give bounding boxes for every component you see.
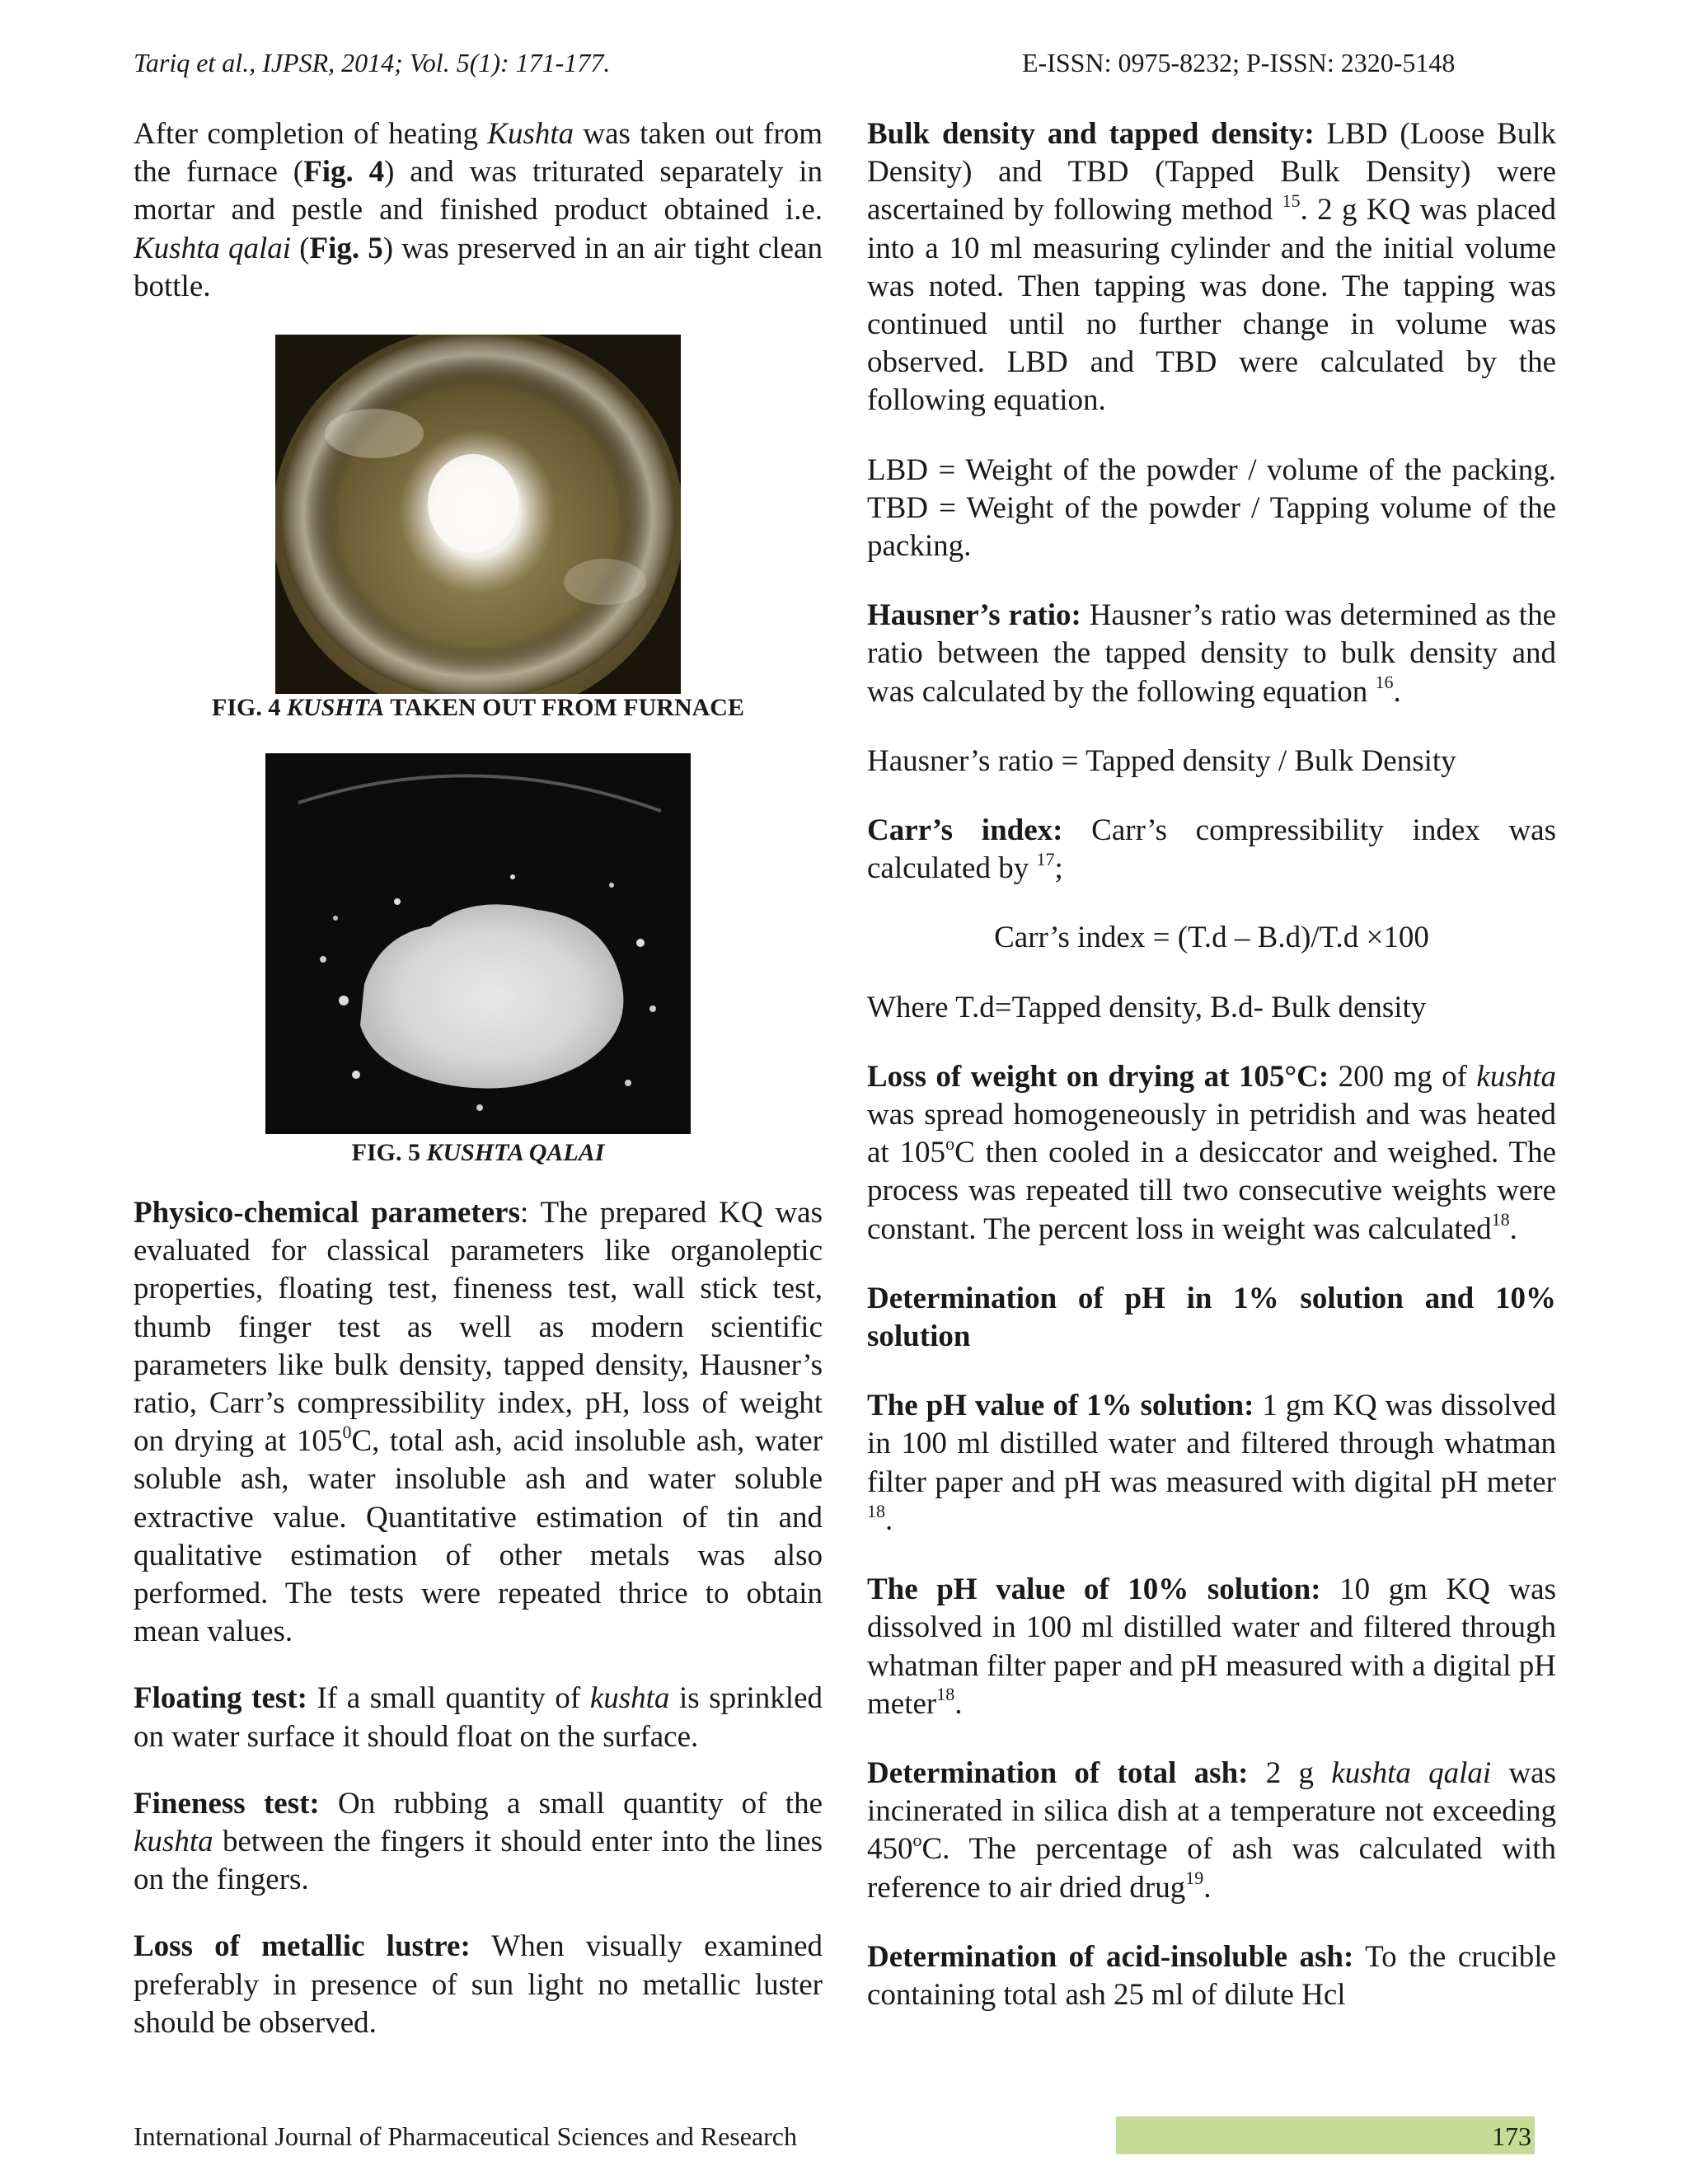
carr-equation: Carr’s index = (T.d – B.d)/T.d ×100	[994, 921, 1429, 955]
fineness-test-paragraph: Fineness test: On rubbing a small quantity of the kushta between the fingers it should enter into the lines on the fingers.	[134, 1786, 823, 1897]
right-column	[867, 115, 1556, 2014]
fig5-photo	[265, 753, 691, 1134]
left-column	[134, 115, 823, 306]
ph-1-percent-paragraph: The pH value of 1% solution: 1 gm KQ was dissolved in 100 ml distilled water and filtered through whatman filter paper and pH was measured with digital pH meter $^{18}$.	[867, 1389, 1556, 1537]
physico-paragraph: Physico-chemical parameters: The prepared KQ was evaluated for classical parameters like organoleptic properties, floating test, fineness test, wall stick test, thumb finger test as well as modern scientific parameters like bulk density, tapped density, Hausner’s ratio, Carr’s compressibility index, pH, loss of weight on drying at $105^0C$, total ash, acid insoluble ash, water soluble ash, water insoluble ash and water soluble extractive value. Quantitative estimation of tin and qualitative estimation of other metals was also performed. The tests were repeated thrice to obtain mean values.	[134, 1196, 823, 1649]
total-ash-paragraph: Determination of total ash: 2 g kushta qalai was incinerated in silica dish at a temperature not exceeding 450$^o$C. The percentage of ash was calculated with reference to air dried drug$^{19}$.	[867, 1755, 1556, 1905]
page-number: 173	[1492, 2121, 1531, 2151]
fig5-caption: FIG. 5 KUSHTA QALAI	[351, 1139, 605, 1166]
fig4-photo	[275, 335, 681, 694]
floating-test-paragraph: Floating test: If a small quantity of kushta is sprinkled on water surface it should float on the surface.	[134, 1681, 823, 1754]
page-number-bar	[1116, 2116, 1535, 2154]
lbd-equation: LBD = Weight of the powder / volume of the packing. TBD = Weight of the powder / Tapping volume of the packing.	[867, 452, 1556, 564]
bulk-density-paragraph: Bulk density and tapped density: LBD (Loose Bulk Density) and TBD (Tapped Bulk Density) were ascertained by following method $^{15}$. 2 g KQ was placed into a 10 ml measuring cylinder and the initial volume was noted. Then tapping was done. The tapping was continued until no further change in volume was observed. LBD and TBD were calculated by the following equation.	[867, 117, 1556, 418]
metallic-lustre-paragraph: Loss of metallic lustre: When visually examined preferably in presence of sun light no metallic luster should be observed.	[134, 1929, 823, 2040]
running-header-issn: E-ISSN: 0975-8232; P-ISSN: 2320-5148	[1022, 48, 1456, 77]
footer-journal-name: International Journal of Pharmaceutical Sciences and Research	[134, 2121, 797, 2151]
running-header-citation: Tariq et al., IJPSR, 2014; Vol. 5(1): 171-177.	[134, 48, 611, 77]
carr-paragraph: Carr’s index: Carr’s compressibility index was calculated by $^{17}$;	[867, 813, 1556, 886]
fig4-caption: FIG. 4 KUSHTA TAKEN OUT FROM FURNACE	[212, 694, 744, 721]
acid-insoluble-ash-paragraph: Determination of acid-insoluble ash: To the crucible containing total ash 25 ml of dilute Hcl	[867, 1939, 1557, 2012]
ph-10-percent-paragraph: The pH value of 10% solution: 10 gm KQ was dissolved in 100 ml distilled water and filtered through whatman filter paper and pH measured with a digital pH meter$^{18}$.	[867, 1572, 1556, 1721]
left-column-lower	[134, 1194, 823, 2042]
hausner-equation: Hausner’s ratio = Tapped density / Bulk Density	[867, 743, 1456, 778]
ph-section-heading: Determination of pH in 1% solution and 10% solution	[867, 1281, 1556, 1354]
intro-paragraph: After completion of heating Kushta was taken out from the furnace (Fig. 4) and was triturated separately in mortar and pestle and finished product obtained i.e. Kushta qalai (Fig. 5) was preserved in an air tight clean bottle.	[134, 117, 823, 303]
loss-on-drying-paragraph: Loss of weight on drying at 105°C: 200 mg of kushta was spread homogeneously in petridish and was heated at 105$^o$C then cooled in a desiccator and weighed. The process was repeated till two consecutive weights were constant. The percent loss in weight was calculated$^{18}$.	[867, 1059, 1556, 1246]
hausner-paragraph: Hausner’s ratio: Hausner’s ratio was determined as the ratio between the tapped density to bulk density and was calculated by the following equation $^{16}$.	[867, 598, 1556, 709]
carr-where-note: Where T.d=Tapped density, B.d- Bulk density	[867, 990, 1427, 1024]
